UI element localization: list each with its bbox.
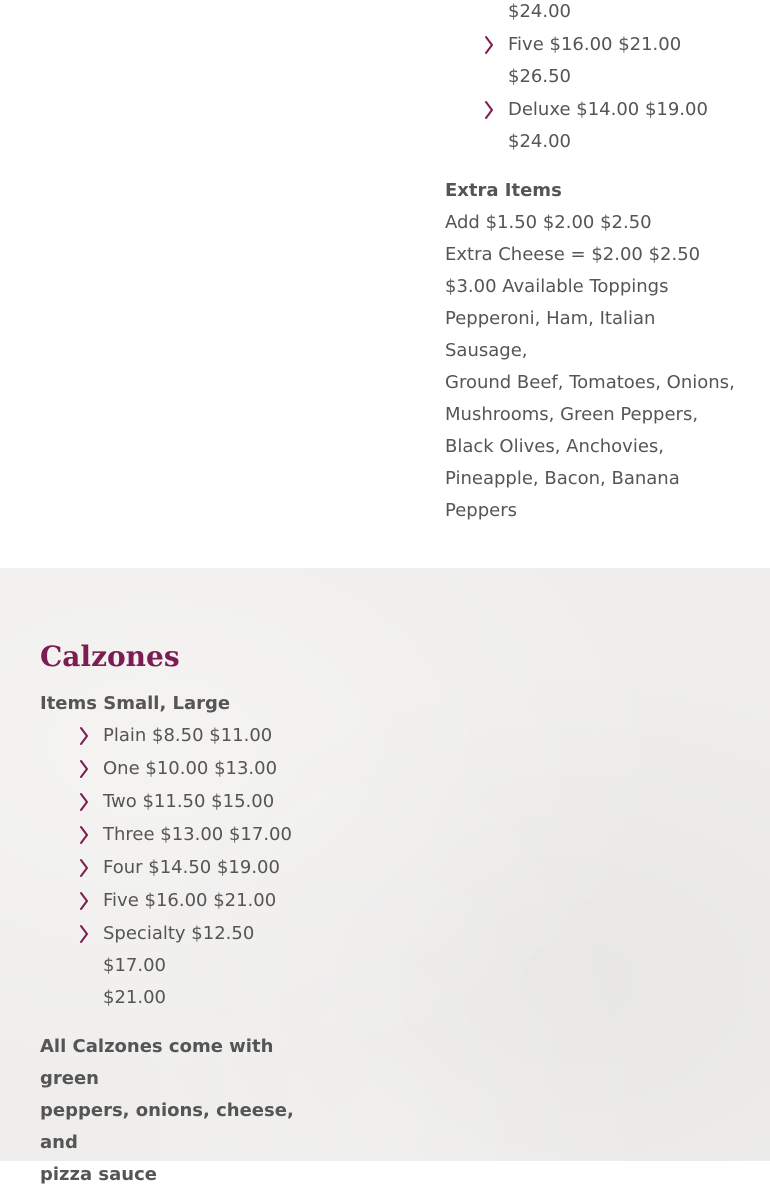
list-item bbox=[40, 918, 320, 1014]
extra-items-heading: Extra Items bbox=[445, 180, 562, 201]
pizza-item-label: Deluxe $14.00 $19.00 bbox=[508, 99, 708, 120]
extra-line: Extra Cheese = $2.00 $2.50 bbox=[445, 244, 701, 265]
note-line: All Calzones come with green bbox=[40, 1036, 274, 1089]
section-title: Calzones bbox=[40, 640, 180, 673]
calzone-item-label: Plain $8.50 $11.00 bbox=[103, 725, 273, 746]
pizza-menu-section bbox=[0, 0, 770, 568]
chevron-right-icon bbox=[78, 825, 90, 845]
chevron-right-icon bbox=[78, 759, 90, 779]
list-item bbox=[40, 753, 320, 785]
extra-line: $3.00 Available Toppings bbox=[445, 276, 669, 297]
extra-line: Pepperoni, Ham, Italian Sausage, bbox=[445, 308, 656, 361]
list-item bbox=[445, 29, 735, 93]
pizza-right-column bbox=[445, 0, 735, 527]
note-line: peppers, onions, cheese, and bbox=[40, 1100, 294, 1153]
extra-items-text bbox=[445, 207, 735, 527]
calzone-item-label-cont: $21.00 bbox=[103, 987, 166, 1008]
calzone-note bbox=[40, 1031, 310, 1191]
list-item bbox=[40, 885, 320, 917]
calzones-column bbox=[40, 638, 320, 1191]
list-item bbox=[40, 819, 320, 851]
calzones-section bbox=[0, 568, 770, 1185]
chevron-right-icon bbox=[78, 891, 90, 911]
calzone-item-label: Specialty $12.50 $17.00 bbox=[103, 923, 255, 976]
calzone-item-label: Two $11.50 $15.00 bbox=[103, 791, 275, 812]
extra-line: Ground Beef, Tomatoes, Onions, bbox=[445, 372, 735, 393]
extra-line: Mushrooms, Green Peppers, bbox=[445, 404, 699, 425]
calzone-item-label: Four $14.50 $19.00 bbox=[103, 857, 280, 878]
chevron-right-icon bbox=[483, 100, 495, 120]
calzone-item-label: Three $13.00 $17.00 bbox=[103, 824, 292, 845]
calzone-item-list bbox=[40, 720, 320, 1014]
list-item bbox=[40, 852, 320, 884]
note-line: pizza sauce bbox=[40, 1164, 157, 1185]
items-heading: Items Small, Large bbox=[40, 693, 231, 714]
pizza-item-list bbox=[445, 29, 735, 158]
calzone-item-label: One $10.00 $13.00 bbox=[103, 758, 278, 779]
list-item bbox=[445, 94, 735, 158]
pizza-item-label-cont: $26.50 bbox=[508, 66, 571, 87]
chevron-right-icon bbox=[78, 726, 90, 746]
pizza-item-label-cont: $24.00 bbox=[508, 131, 571, 152]
extra-line: Pineapple, Bacon, Banana bbox=[445, 468, 680, 489]
extra-line: Black Olives, Anchovies, bbox=[445, 436, 665, 457]
continued-price-line: $24.00 bbox=[508, 1, 571, 22]
chevron-right-icon bbox=[483, 35, 495, 55]
list-item bbox=[40, 786, 320, 818]
list-item bbox=[40, 720, 320, 752]
pizza-item-label: Five $16.00 $21.00 bbox=[508, 34, 682, 55]
calzone-item-label: Five $16.00 $21.00 bbox=[103, 890, 277, 911]
chevron-right-icon bbox=[78, 924, 90, 944]
chevron-right-icon bbox=[78, 792, 90, 812]
extra-line: Peppers bbox=[445, 500, 517, 521]
chevron-right-icon bbox=[78, 858, 90, 878]
extra-line: Add $1.50 $2.00 $2.50 bbox=[445, 212, 652, 233]
